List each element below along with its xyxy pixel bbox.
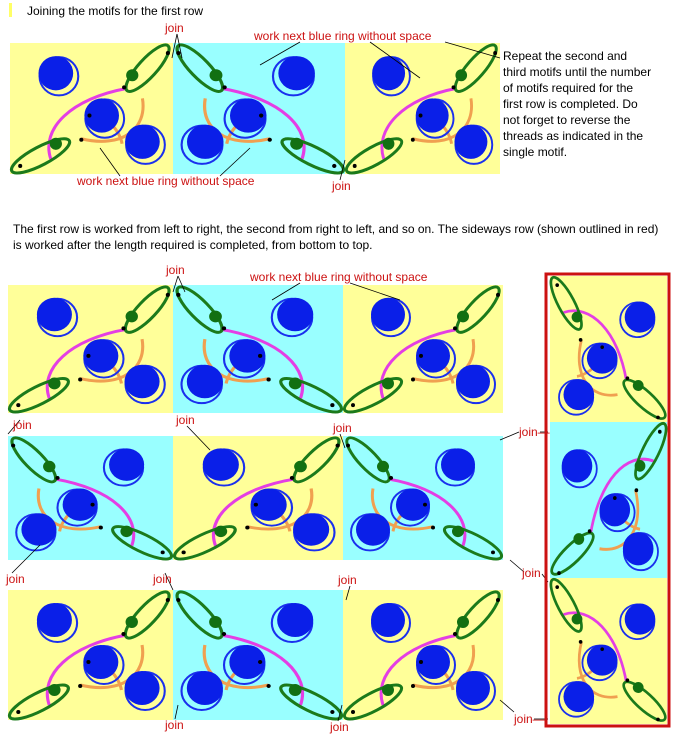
- picot-dot: [419, 114, 423, 118]
- picot-dot: [493, 51, 497, 55]
- blue-ring: [625, 604, 656, 635]
- green-bead: [452, 526, 464, 537]
- blue-ring: [109, 448, 144, 480]
- blue-ring: [372, 56, 405, 90]
- picot-dot: [166, 51, 170, 55]
- join-label: join: [165, 21, 184, 35]
- picot-dot: [588, 529, 592, 533]
- join-label: join: [13, 418, 32, 432]
- picot-dot: [268, 138, 272, 142]
- motif: [546, 274, 670, 424]
- picot-dot: [353, 164, 357, 168]
- picot-dot: [389, 476, 393, 480]
- green-bead: [633, 380, 644, 391]
- picot-dot: [258, 354, 262, 358]
- motif: [343, 40, 502, 179]
- green-bead: [126, 616, 138, 628]
- motif: [5, 587, 174, 725]
- blue-ring: [37, 298, 72, 331]
- green-bead: [50, 138, 62, 150]
- picot-dot: [79, 138, 83, 142]
- picot-dot: [122, 85, 126, 89]
- green-bead: [633, 682, 644, 693]
- green-bead: [126, 311, 138, 323]
- blue-ring: [278, 56, 315, 90]
- green-bead: [214, 526, 227, 537]
- picot-dot: [166, 293, 170, 297]
- picot-dot: [258, 660, 262, 664]
- green-bead: [382, 378, 394, 390]
- picot-dot: [411, 138, 415, 142]
- picot-dot: [452, 85, 456, 89]
- motif: [547, 420, 671, 580]
- picot-dot: [18, 164, 22, 168]
- picot-dot: [176, 293, 180, 297]
- row-order-instructions: The first row is worked from left to right, the second from right to left, and so on. The sideways row (shown outlined in red) is worked after the length required is completed, from bottom to top.: [13, 222, 659, 252]
- repeat-instructions: Repeat the second and third motifs until the number of motifs required for the first row is completed. Do not forget to reverse the threads as indicated in the single motif.: [503, 49, 652, 159]
- picot-dot: [259, 114, 263, 118]
- motif: [171, 587, 346, 725]
- join-label: join—: [519, 425, 550, 439]
- work-next-ring-label: work next blue ring without space: [77, 174, 255, 188]
- join-label: join: [165, 718, 184, 732]
- blue-ring: [625, 302, 656, 333]
- green-bead: [48, 684, 60, 696]
- work-next-ring-label: work next blue ring without space: [250, 270, 428, 284]
- picot-dot: [245, 526, 249, 530]
- picot-dot: [121, 326, 125, 330]
- blue-ring: [37, 603, 72, 637]
- green-bead: [377, 461, 389, 472]
- picot-dot: [16, 403, 20, 407]
- picot-dot: [555, 283, 559, 287]
- picot-dot: [626, 376, 630, 380]
- picot-dot: [656, 718, 660, 722]
- picot-dot: [626, 678, 630, 682]
- picot-dot: [86, 354, 90, 358]
- picot-dot: [351, 403, 355, 407]
- picot-dot: [99, 526, 103, 530]
- picot-dot: [267, 378, 271, 382]
- green-bead: [457, 311, 469, 323]
- motif: [171, 282, 346, 418]
- blue-ring: [562, 449, 593, 482]
- picot-dot: [330, 403, 334, 407]
- picot-dot: [555, 585, 559, 589]
- blue-ring: [293, 513, 329, 545]
- join-label: join: [333, 421, 352, 435]
- join-label: join: [176, 413, 195, 427]
- green-bead: [294, 461, 307, 472]
- green-bead: [209, 616, 222, 628]
- green-bead: [455, 69, 467, 81]
- picot-dot: [411, 378, 415, 382]
- blue-ring: [125, 125, 160, 159]
- green-bead: [209, 311, 222, 323]
- join-label: join: [338, 573, 357, 587]
- blue-ring: [456, 671, 490, 705]
- picot-dot: [557, 571, 561, 575]
- motif: [546, 576, 670, 726]
- motif: [7, 40, 174, 179]
- picot-dot: [78, 378, 82, 382]
- join-label: join: [166, 263, 185, 277]
- picot-dot: [222, 632, 226, 636]
- picot-dot: [600, 345, 604, 349]
- picot-dot: [166, 598, 170, 602]
- picot-dot: [87, 114, 91, 118]
- blue-ring: [564, 379, 595, 410]
- blue-ring: [21, 513, 56, 545]
- blue-ring: [125, 671, 160, 705]
- picot-dot: [161, 550, 165, 554]
- blue-ring: [456, 365, 490, 398]
- join-label: join: [332, 179, 351, 193]
- picot-dot: [267, 684, 271, 688]
- motif: [341, 587, 505, 725]
- motif: [6, 433, 175, 565]
- green-bead: [572, 614, 583, 625]
- blue-ring: [125, 365, 160, 398]
- green-bead: [635, 460, 646, 472]
- blue-ring: [454, 125, 487, 159]
- blue-ring: [277, 603, 313, 637]
- picot-dot: [176, 51, 180, 55]
- picot-dot: [86, 660, 90, 664]
- picot-dot: [336, 444, 340, 448]
- blue-ring: [39, 56, 74, 90]
- motif: [171, 40, 348, 179]
- picot-dot: [579, 640, 583, 644]
- green-bead: [120, 526, 132, 537]
- join-label: join: [522, 566, 541, 580]
- work-next-ring-label: work next blue ring without space: [254, 29, 432, 43]
- picot-dot: [656, 416, 660, 420]
- motif: [341, 433, 505, 565]
- blue-ring: [441, 448, 475, 480]
- picot-dot: [222, 326, 226, 330]
- picot-dot: [419, 354, 423, 358]
- join-label: join: [330, 720, 349, 734]
- picot-dot: [55, 476, 59, 480]
- green-bead: [382, 684, 394, 696]
- picot-dot: [453, 326, 457, 330]
- motif: [341, 282, 505, 418]
- page-title: Joining the motifs for the first row: [27, 4, 204, 18]
- picot-dot: [330, 710, 334, 714]
- picot-dot: [290, 476, 294, 480]
- green-bead: [48, 378, 60, 390]
- green-bead: [383, 138, 395, 150]
- blue-ring: [356, 513, 390, 545]
- green-bead: [573, 533, 584, 545]
- picot-dot: [579, 338, 583, 342]
- blue-ring: [371, 298, 405, 331]
- green-bead: [126, 69, 138, 81]
- green-bead: [290, 138, 303, 150]
- green-bead: [43, 461, 55, 472]
- blue-ring: [277, 298, 313, 331]
- picot-dot: [346, 444, 350, 448]
- picot-dot: [496, 598, 500, 602]
- picot-dot: [431, 526, 435, 530]
- picot-dot: [176, 598, 180, 602]
- join-label: join: [6, 572, 25, 586]
- join-label: join—: [514, 712, 545, 726]
- picot-dot: [453, 632, 457, 636]
- picot-dot: [182, 550, 186, 554]
- picot-dot: [496, 293, 500, 297]
- green-bead: [572, 312, 583, 323]
- picot-dot: [423, 503, 427, 507]
- blue-ring: [203, 448, 239, 480]
- green-bead: [457, 616, 469, 628]
- blue-ring: [564, 681, 595, 712]
- picot-dot: [222, 85, 226, 89]
- picot-dot: [419, 660, 423, 664]
- picot-dot: [91, 503, 95, 507]
- picot-dot: [332, 164, 336, 168]
- picot-dot: [658, 430, 662, 434]
- blue-ring: [187, 365, 223, 398]
- picot-dot: [16, 710, 20, 714]
- picot-dot: [11, 444, 15, 448]
- picot-dot: [491, 550, 495, 554]
- blue-ring: [623, 532, 654, 565]
- join-label: join: [153, 572, 172, 586]
- motif: [170, 433, 345, 565]
- picot-dot: [411, 684, 415, 688]
- picot-dot: [78, 684, 82, 688]
- blue-ring: [371, 603, 405, 637]
- blue-ring: [187, 125, 224, 159]
- green-bead: [289, 684, 302, 696]
- picot-dot: [121, 632, 125, 636]
- green-bead: [289, 378, 302, 390]
- picot-dot: [613, 496, 617, 500]
- picot-dot: [351, 710, 355, 714]
- motif: [5, 282, 174, 418]
- picot-dot: [600, 647, 604, 651]
- picot-dot: [254, 503, 258, 507]
- green-bead: [210, 69, 223, 81]
- blue-ring: [187, 671, 223, 705]
- picot-dot: [635, 488, 639, 492]
